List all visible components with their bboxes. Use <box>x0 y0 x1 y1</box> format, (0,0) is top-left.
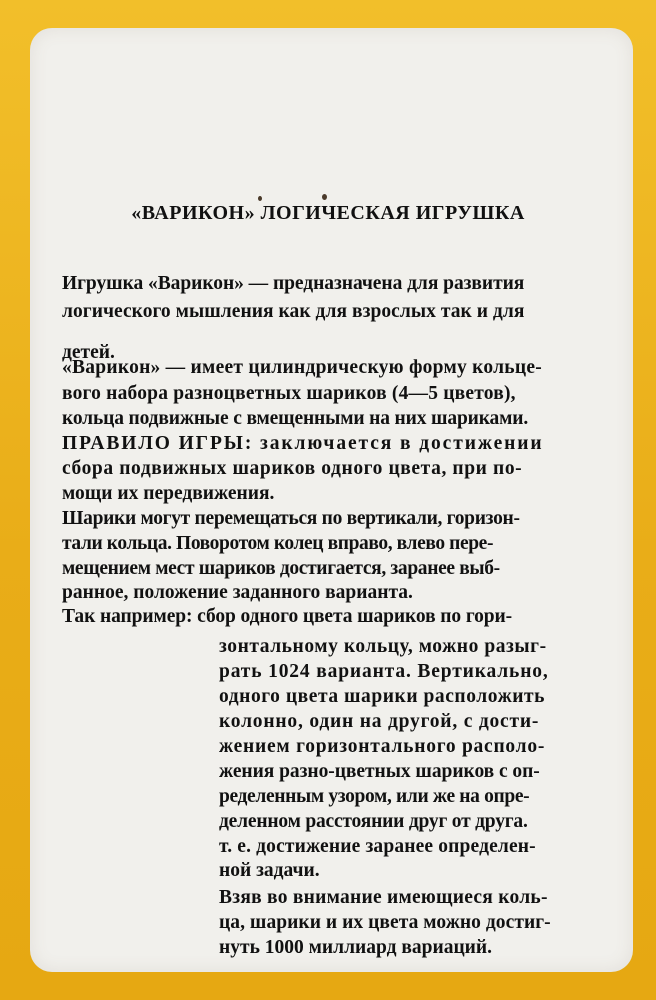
text-line: сбора подвижных шариков одного цвета, при по- <box>62 458 523 479</box>
text-line: Шарики могут перемещаться по вертикали, горизон- <box>62 508 520 529</box>
text-line: детей. <box>62 342 115 363</box>
text-line: мещением мест шариков достигается, заранее выб- <box>62 558 500 579</box>
text-line: жения разно-цветных шариков с оп- <box>219 761 540 782</box>
text-line: ределенным узором, или же на опре- <box>219 786 530 807</box>
text-line: т. е. достижение заранее определен- <box>219 836 536 857</box>
text-line: тали кольца. Поворотом колец вправо, влево пере- <box>62 533 494 554</box>
text-line: ранное, положение заданного варианта. <box>62 582 413 603</box>
text-line: деленном расстоянии друг от друга. <box>219 811 528 832</box>
text-line: рать 1024 варианта. Вертикально, <box>219 661 549 682</box>
page-title: «ВАРИКОН» ЛОГИЧЕСКАЯ ИГРУШКА <box>131 202 525 224</box>
text-line: зонтальному кольцу, можно разыг- <box>219 636 547 657</box>
text-line: ПРАВИЛО ИГРЫ: заключается в достижении <box>62 433 544 454</box>
text-line: Игрушка «Варикон» — предназначена для развития <box>62 273 525 294</box>
text-line: одного цвета шарики расположить <box>219 686 546 707</box>
text-line: жением горизонтального располо- <box>219 736 546 757</box>
text-line: Так например: сбор одного цвета шариков по гори- <box>62 606 513 627</box>
text-line: мощи их передвижения. <box>62 483 275 504</box>
text-line: ца, шарики и их цвета можно достиг- <box>219 912 551 933</box>
text-line: вого набора разноцветных шариков (4—5 цветов), <box>62 383 516 404</box>
text-line: нуть 1000 миллиард вариаций. <box>219 937 493 958</box>
text-line: «Варикон» — имеет цилиндрическую форму кольце- <box>62 357 542 378</box>
text-line: логического мышления как для взрослых так и для <box>62 301 525 322</box>
text-line: Взяв во внимание имеющиеся коль- <box>219 887 548 908</box>
text-line: кольца подвижные с вмещенными на них шариками. <box>62 408 529 429</box>
text-line: ной задачи. <box>219 860 320 881</box>
text-line: колонно, один на другой, с дости- <box>219 711 540 732</box>
